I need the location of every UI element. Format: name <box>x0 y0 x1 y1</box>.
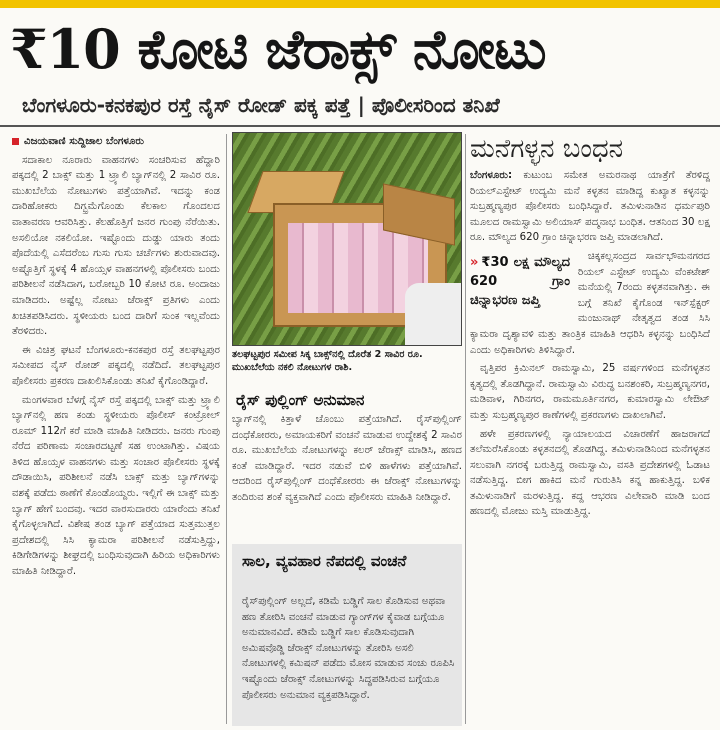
section-heading: ರೈಸ್ ಪುಲ್ಲಿಂಗ್ ಅನುಮಾನ <box>236 391 365 409</box>
paragraph: ವೃತ್ತಿಪರ ಕ್ರಿಮಿನಲ್ ರಾಮಸ್ವಾಮಿ, 25 ವರ್ಷಗಳಿಂದ ಮನೆಗಳ್ಳತನ ಕೃತ್ಯದಲ್ಲಿ ತೊಡಗಿದ್ದಾನೆ. ರಾಮಸ್ವಾಮಿ ವಿರುದ್ಧ ಬನಶಂಕರಿ, ಸುಬ್ರಹ್ಮಣ್ಯನಗರ, ಮಡಿವಾಳ, ಗಿರಿನಗರ, ರಾಮಮೂರ್ತಿನಗರ, ಕುಮಾರಸ್ವಾಮಿ ಲೇಔಟ್ ಮತ್ತು ಸುಬ್ರಹ್ಮಣ್ಯಪುರ ಠಾಣೆಗಳಲ್ಲಿ ಪ್ರಕರಣಗಳು ದಾಖಲಾಗಿವೆ. <box>470 363 710 421</box>
plastic-bag <box>405 283 461 345</box>
currency-box-photo <box>232 132 462 346</box>
accent-bar <box>0 0 720 8</box>
photo-caption: ತಲಘಟ್ಟಪುರ ಸಮೀಪ ಸಿಕ್ಕ ಬಾಕ್ಸ್‌ನಲ್ಲಿ ದೊರೆತ 2 ಸಾವಿರ ರೂ. ಮುಖಬೆಲೆಯ ನಕಲಿ ನೋಟುಗಳ ರಾಶಿ. <box>232 349 423 373</box>
headline: ₹10 ಕೋಟಿ ಜೆರಾಕ್ಸ್ ನೋಟು <box>10 17 546 81</box>
pull-quote <box>470 253 570 310</box>
paragraph: ಚಿಕ್ಕಕಲ್ಲಸಂದ್ರದ ಸಾರ್ವಭೌಮನಗರದ ರಿಯಲ್ ಎಸ್ಟೇಟ್ ಉದ್ಯಮಿ ವೆಂಕಟೇಶ್ ಮನೆಯಲ್ಲಿ 7ರಂದು ಕಳ್ಳತನವಾಗಿತ್ತು. ಈ ಬಗ್ಗೆ ತನಿಖೆ ಕೈಗೊಂಡ ಇನ್‌ಸ್ಪೆಕ್ಟರ್ ಮಂಜುನಾಥ್ ನೇತೃತ್ವದ ತಂಡ ಸಿಸಿ ಕ್ಯಾಮರಾ ದೃಶ್ಯಾವಳಿ ಮತ್ತು ತಾಂತ್ರಿಕ ಮಾಹಿತಿ ಆಧರಿಸಿ ಕಳ್ಳನನ್ನು ಬಂಧಿಸಿದೆ ಎಂದು ಅಧಿಕಾರಿಗಳು ತಿಳಿಸಿದ್ದಾರೆ. <box>470 250 710 356</box>
byline-line <box>12 134 220 150</box>
sidebar-box <box>232 544 462 726</box>
byline: ಬೆಂಗಳೂರು: <box>470 170 513 181</box>
arrow-icon: » <box>470 254 479 270</box>
article-heading: ಮನೆಗಳ್ಳನ ಬಂಧನ <box>470 134 624 164</box>
pull-quote-text: ₹30 ಲಕ್ಷ ಮೌಲ್ಯದ 620 ಗ್ರಾಂ ಚಿನ್ನಾಭರಣ ಜಪ್ತಿ <box>470 254 570 308</box>
column-divider <box>226 134 227 724</box>
column-divider <box>465 134 466 724</box>
paragraph: ಮಂಗಳವಾರ ಬೆಳಗ್ಗೆ ನೈಸ್ ರಸ್ತೆ ಪಕ್ಕದಲ್ಲಿ ಬಾಕ್ಸ್ ಮತ್ತು ಟ್ರ್ಯಾಲಿ ಬ್ಯಾಗ್‌ನಲ್ಲಿ ಹಣ ಕಂಡು ಸ್ಥಳೀಯರು ಪೊಲೀಸ್ ಕಂಟ್ರೋಲ್ ರೂಮ್ 112ಗೆ ಕರೆ ಮಾಡಿ ಮಾಹಿತಿ ನೀಡಿದರು. ಜನರು ಗುಂಪು ನೆರೆದ ಪರಿಣಾಮ ಸಂಚಾರದಟ್ಟಣೆ ಸಹ ಉಂಟಾಗಿತ್ತು. ವಿಷಯ ತಿಳಿದ ಹೊಯ್ಸಳ ವಾಹನಗಳು ಮತ್ತು ಸಂಚಾರ ಪೊಲೀಸರು ಸ್ಥಳಕ್ಕೆ ದೌಡಾಯಿಸಿ, ಪರಿಶೀಲನೆ ನಡೆಸಿ ಬಾಕ್ಸ್ ಮತ್ತು ಬ್ಯಾಗ್‌ಗಳನ್ನು ವಶಕ್ಕೆ ಪಡೆದು ಠಾಣೆಗೆ ಕೊಂಡೊಯ್ದರು. ಇಲ್ಲಿಗೆ ಈ ಬಾಕ್ಸ್ ಮತ್ತು ಬ್ಯಾಗ್ ಹೇಗೆ ಬಂದವು. ಇದರ ವಾರಸುದಾರರು ಯಾರೆಂದು ತನಿಖೆ ಕೈಗೊಳ್ಳಲಾಗಿದೆ. ವಿಶೇಷ ತಂಡ ಬ್ಯಾಗ್ ಪತ್ತೆಯಾದ ಸುತ್ತಮುತ್ತಲ ಪ್ರದೇಶದಲ್ಲಿ ಸಿಸಿ ಕ್ಯಾಮರಾ ಪರಿಶೀಲನೆ ನಡೆಸುತ್ತಿದ್ದು, ಕಿಡಿಗೇಡಿಗಳನ್ನು ಶೀಘ್ರದಲ್ಲಿ ಬಂಧಿಸುವುದಾಗಿ ಹಿರಿಯ ಅಧಿಕಾರಿಗಳು ಮಾಹಿತಿ ನೀಡಿದ್ದಾರೆ. <box>12 394 220 578</box>
paragraph: ಸದಾಕಾಲ ನೂರಾರು ವಾಹನಗಳು ಸಂಚರಿಸುವ ಹೆದ್ದಾರಿ ಪಕ್ಕದಲ್ಲಿ 2 ಬಾಕ್ಸ್ ಮತ್ತು 1 ಟ್ರ್ಯಾಲಿ ಬ್ಯಾಗ್‌ನಲ್ಲಿ 2 ಸಾವಿರ ರೂ. ಮುಖಬೆಲೆಯ ನೋಟುಗಳು ಪತ್ತೆಯಾಗಿವೆ. ಇದನ್ನು ಕಂಡ ದಾರಿಹೋಕರು ದಿಗ್ಭ್ರಮೆಗೊಂಡು ಕೆಲಕಾಲ ಗೊಂದಲದ ವಾತಾವರಣ ಆವರಿಸಿತ್ತು. ಕೆಲಹೊತ್ತಿಗೆ ಜನರ ಗುಂಪು ನೆರೆಯಿತು. ಅಸಲಿಯೋ ನಕಲಿಯೋ. ಇಷ್ಟೊಂದು ದುಡ್ಡು ಯಾರು ತಂದು ಪೊದೆಯಲ್ಲಿ ಎಸೆದರೆಂಬ ಗುಸು ಗುಸು ಚರ್ಚೆಗಳು ಶುರುವಾದವು. ಅಷ್ಟೊತ್ತಿಗೆ ಸ್ಥಳಕ್ಕೆ 4 ಹೊಯ್ಸಳ ವಾಹನಗಳಲ್ಲಿ ಪೊಲೀಸರು ಬಂದು ಪರಿಶೀಲನೆ ನಡೆಸಿದಾಗ, ಬರೋಬ್ಬರಿ 10 ಕೋಟಿ ರೂ. ಅಂದಾಜು ಮಾಡಿದರು. ಅಷ್ಟೆಲ್ಲ ನೋಟು ಜೆರಾಕ್ಸ್ ಪ್ರತಿಗಳು ಎಂದು ಖಚಿತಪಡಿಸಿದರು. ಸ್ಥಳೀಯರು ಬಂದ ದಾರಿಗೆ ಸುಂಕ ಇಲ್ಲವೆಂದು ತೆರಳಿದರು. <box>12 154 220 338</box>
red-square-icon <box>12 138 19 145</box>
paragraph-text: ಕುಟುಂಬ ಸಮೇತ ಅಮರನಾಥ ಯಾತ್ರೆಗೆ ತೆರಳಿದ್ದ ರಿಯಲ್‌ಎಸ್ಟೇಟ್ ಉದ್ಯಮಿ ಮನೆ ಕಳ್ಳತನ ಮಾಡಿದ್ದ ಕುಖ್ಯಾತ ಕಳ್ಳನನ್ನು ಸುಬ್ರಹ್ಮಣ್ಯಪುರ ಪೊಲೀಸರು ಬಂಧಿಸಿದ್ದಾರೆ. ತಮಿಳುನಾಡಿನ ಧರ್ಮಪುರಿ ಮೂಲದ ರಾಮಸ್ವಾಮಿ ಅಲಿಯಾಸ್ ಪದ್ಮನಾಭ ಬಂಧಿತ. ಆತನಿಂದ 30 ಲಕ್ಷ ರೂ. ಮೌಲ್ಯದ 620 ಗ್ರಾಂ ಚಿನ್ನಾಭರಣ ಜಪ್ತಿ ಮಾಡಲಾಗಿದೆ. <box>470 170 710 244</box>
left-column <box>12 134 220 726</box>
sidebar-body: ರೈಸ್‌ಪುಲ್ಲಿಂಗ್ ಅಲ್ಲದೆ, ಕಡಿಮೆ ಬಡ್ಡಿಗೆ ಸಾಲ ಕೊಡಿಸುವ ಅಥವಾ ಹಣ ತೋರಿಸಿ ವಂಚನೆ ಮಾಡುವ ಗ್ಯಾಂಗ್‌ಗಳ ಕೈವಾಡ ಬಗ್ಗೆಯೂ ಅನುಮಾನವಿದೆ. ಕಡಿಮೆ ಬಡ್ಡಿಗೆ ಸಾಲ ಕೊಡಿಸುವುದಾಗಿ ಅಮಿಷವೊಡ್ಡಿ ಜೆರಾಕ್ಸ್ ನೋಟುಗಳನ್ನು ತೋರಿಸಿ ಅಸಲಿ ನೋಟುಗಳಲ್ಲಿ ಕಮಿಷನ್ ಪಡೆದು ಮೋಸ ಮಾಡುವ ಸಂಚು ರೂಪಿಸಿ ಇಷ್ಟೊಂದು ಜೆರಾಕ್ಸ್ ನೋಟುಗಳನ್ನು ಸಿದ್ಧಪಡಿಸಿರುವ ಬಗ್ಗೆಯೂ ಪೊಲೀಸರು ಅನುಮಾನ ವ್ಯಕ್ತಪಡಿಸಿದ್ದಾರೆ. <box>242 596 455 701</box>
sidebar-heading: ಸಾಲ, ವ್ಯವಹಾರ ನೆಪದಲ್ಲಿ ವಂಚನೆ <box>242 552 407 570</box>
paragraph: ಹಳೇ ಪ್ರಕರಣಗಳಲ್ಲಿ ನ್ಯಾಯಾಲಯದ ವಿಚಾರಣೆಗೆ ಹಾಜರಾಗದೆ ತಲೆಮರೆಸಿಕೊಂಡು ಕಳ್ಳತನದಲ್ಲಿ ತೊಡಗಿದ್ದ. ತಮಿಳುನಾಡಿನಿಂದ ಮನೆಗಳ್ಳತನ ಸಲುವಾಗಿ ನಗರಕ್ಕೆ ಬರುತ್ತಿದ್ದ ರಾಮಸ್ವಾಮಿ, ವಸತಿ ಪ್ರದೇಶಗಳಲ್ಲಿ ಓಡಾಟ ನಡೆಸುತ್ತಿದ್ದ. ಬೀಗ ಹಾಕಿದ ಮನೆ ಗುರುತಿಸಿ ಕನ್ನ ಹಾಕುತ್ತಿದ್ದ. ಬಳಿಕ ತಮಿಳುನಾಡಿಗೆ ಮರಳುತ್ತಿದ್ದ. ಕದ್ದ ಆಭರಣ ವಿಲೇವಾರಿ ಮಾಡಿ ಬಂದ ಹಣದಲ್ಲಿ ಮೋಜು ಮಸ್ತಿ ಮಾಡುತ್ತಿದ್ದ. <box>470 428 710 518</box>
subheadline: ಬೆಂಗಳೂರು-ಕನಕಪುರ ರಸ್ತೆ ನೈಸ್ ರೋಡ್ ಪಕ್ಕ ಪತ್ತೆ | ಪೊಲೀಸರಿಂದ ತನಿಖೆ <box>22 93 500 117</box>
paragraph: ಈ ವಿಚಿತ್ರ ಘಟನೆ ಬೆಂಗಳೂರು-ಕನಕಪುರ ರಸ್ತೆ ತಲಘಟ್ಟಪುರ ಸಮೀಪದ ನೈಸ್ ರೋಡ್ ಪಕ್ಕದಲ್ಲಿ ನಡೆದಿದೆ. ತಲಘಟ್ಟಪುರ ಪೊಲೀಸರು ಪ್ರಕರಣ ದಾಖಲಿಸಿಕೊಂಡು ತನಿಖೆ ಕೈಗೊಂಡಿದ್ದಾರೆ. <box>12 344 220 387</box>
header-rule <box>0 125 720 127</box>
paragraph <box>470 168 710 246</box>
byline: ವಿಜಯವಾಣಿ ಸುದ್ದಿಜಾಲ ಬೆಂಗಳೂರು <box>24 136 145 147</box>
middle-column <box>232 412 462 536</box>
right-column <box>470 168 710 726</box>
paragraph: ಬ್ಯಾಗ್‌ನಲ್ಲಿ ಕಿತ್ತಾಳೆ ಚೊಂಬು ಪತ್ತೆಯಾಗಿದೆ. ರೈಸ್‌ಪುಲ್ಲಿಂಗ್ ದಂಧೆಕೋರರು, ಅಮಾಯಕರಿಗೆ ವಂಚನೆ ಮಾಡುವ ಉದ್ದೇಶಕ್ಕೆ 2 ಸಾವಿರ ರೂ. ಮುಖಬೆಲೆಯ ನೋಟುಗಳನ್ನು ಕಲರ್ ಜೆರಾಕ್ಸ್ ಮಾಡಿಸಿ, ಹಣದ ಕಂತೆ ಮಾಡಿದ್ದಾರೆ. ಇದರ ನಡುವೆ ಬಿಳಿ ಹಾಳೆಗಳು ಪತ್ತೆಯಾಗಿವೆ. ಆದರಿಂದ ರೈಸ್‌ಪುಲ್ಲಿಂಗ್ ದಂಧೆಕೋರರು ಈ ಜೆರಾಕ್ಸ್ ನೋಟುಗಳನ್ನು ತಂದಿರುವ ಶಂಕೆ ವ್ಯಕ್ತವಾಗಿದೆ ಎಂದು ಪೊಲೀಸರು ಮಾಹಿತಿ ನೀಡಿದ್ದಾರೆ. <box>232 414 462 503</box>
